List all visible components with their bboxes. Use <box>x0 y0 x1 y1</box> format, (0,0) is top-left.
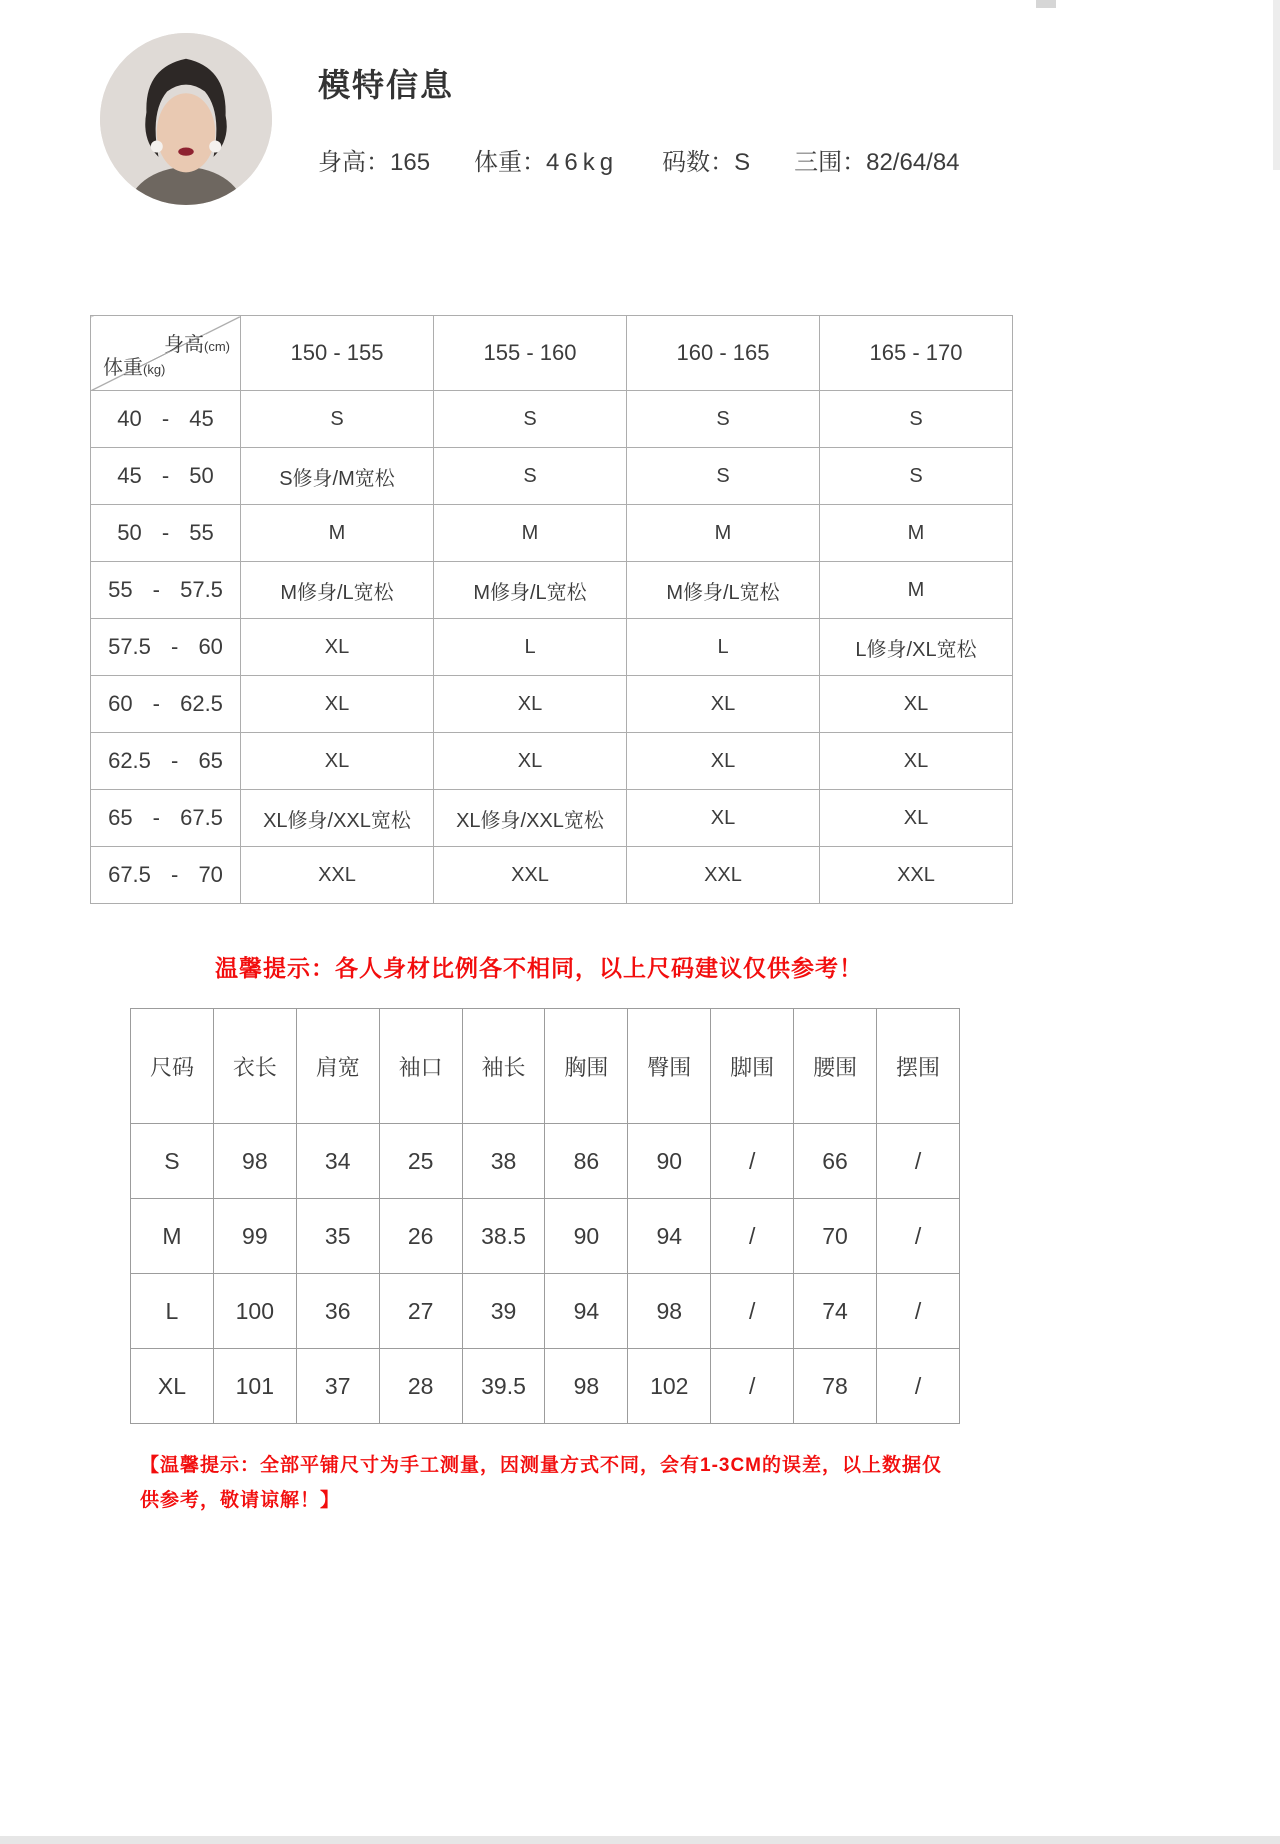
measurement-cell: 100 <box>213 1274 296 1349</box>
measurement-cell: 34 <box>296 1124 379 1199</box>
measurement-cell: 39.5 <box>462 1349 545 1424</box>
measurement-cell: 102 <box>628 1349 711 1424</box>
measurement-cell: 66 <box>794 1124 877 1199</box>
size-cell: S <box>627 391 820 448</box>
measurement-row <box>131 1199 960 1274</box>
measurement-header-cell: 摆围 <box>877 1009 960 1124</box>
size-cell: XL <box>820 790 1013 847</box>
page-edge-tab <box>1036 0 1056 8</box>
measurement-cell: 38.5 <box>462 1199 545 1274</box>
measurement-cell: 78 <box>794 1349 877 1424</box>
measurement-header-cell: 脚围 <box>711 1009 794 1124</box>
measurement-cell: 36 <box>296 1274 379 1349</box>
size-cell: XXL <box>241 847 434 904</box>
size-matrix-row <box>91 505 1013 562</box>
size-cell: XXL <box>820 847 1013 904</box>
measurement-cell: 27 <box>379 1274 462 1349</box>
size-cell: M <box>820 562 1013 619</box>
measurement-cell: 86 <box>545 1124 628 1199</box>
measurement-header-row <box>131 1009 960 1124</box>
measurement-cell: 25 <box>379 1124 462 1199</box>
measurement-header-cell: 臀围 <box>628 1009 711 1124</box>
size-cell: XL <box>241 619 434 676</box>
size-cell: M修身/L宽松 <box>627 562 820 619</box>
measurement-cell: 90 <box>545 1199 628 1274</box>
stat-weight: 体重：46kg <box>474 149 619 176</box>
size-cell: S <box>820 391 1013 448</box>
measurement-cell: 74 <box>794 1274 877 1349</box>
measurement-cell: L <box>131 1274 214 1349</box>
model-stats-row <box>318 142 960 177</box>
measurement-cell: 98 <box>545 1349 628 1424</box>
size-cell: XXL <box>627 847 820 904</box>
size-cell: S <box>627 448 820 505</box>
size-matrix-row <box>91 391 1013 448</box>
measurement-cell: 94 <box>628 1199 711 1274</box>
measurement-cell: 90 <box>628 1124 711 1199</box>
size-cell: M <box>820 505 1013 562</box>
measurement-cell: 38 <box>462 1124 545 1199</box>
size-cell: XL <box>627 790 820 847</box>
size-advice-notice: 温馨提示：各人身材比例各不相同，以上尺码建议仅供参考！ <box>215 955 863 981</box>
measurement-row <box>131 1124 960 1199</box>
measurement-cell: 37 <box>296 1349 379 1424</box>
measurement-header-cell: 肩宽 <box>296 1009 379 1124</box>
measurement-cell: / <box>877 1124 960 1199</box>
measurement-header-cell: 尺码 <box>131 1009 214 1124</box>
measurement-cell: 35 <box>296 1199 379 1274</box>
size-cell: XXL <box>434 847 627 904</box>
size-cell: XL <box>627 676 820 733</box>
measurement-header-cell: 腰围 <box>794 1009 877 1124</box>
weight-range-cell: 50 - 55 <box>91 505 241 562</box>
height-column-header: 160 - 165 <box>627 316 820 391</box>
size-cell: XL <box>820 676 1013 733</box>
size-cell: S <box>820 448 1013 505</box>
measurement-cell: 98 <box>213 1124 296 1199</box>
size-cell: XL <box>434 733 627 790</box>
weight-range-cell: 65 - 67.5 <box>91 790 241 847</box>
measurement-table <box>130 1008 960 1424</box>
size-cell: L <box>434 619 627 676</box>
size-cell: XL修身/XXL宽松 <box>241 790 434 847</box>
measurement-cell: / <box>711 1274 794 1349</box>
height-column-header: 155 - 160 <box>434 316 627 391</box>
height-column-header: 150 - 155 <box>241 316 434 391</box>
measurement-cell: / <box>877 1274 960 1349</box>
size-matrix-row <box>91 619 1013 676</box>
corner-height-label: 身高(cm) <box>164 334 230 356</box>
size-cell: M <box>627 505 820 562</box>
size-cell: XL <box>241 733 434 790</box>
size-cell: S <box>434 448 627 505</box>
size-cell: M <box>241 505 434 562</box>
measurement-cell: 101 <box>213 1349 296 1424</box>
size-cell: S <box>434 391 627 448</box>
measurement-cell: 70 <box>794 1199 877 1274</box>
measurement-cell: / <box>711 1349 794 1424</box>
measurement-header-cell: 胸围 <box>545 1009 628 1124</box>
size-cell: XL <box>820 733 1013 790</box>
measurement-header-cell: 袖口 <box>379 1009 462 1124</box>
page-edge-right <box>1273 0 1280 170</box>
measurement-cell: 99 <box>213 1199 296 1274</box>
measurement-cell: M <box>131 1199 214 1274</box>
size-cell: L <box>627 619 820 676</box>
size-matrix-row <box>91 790 1013 847</box>
size-cell: XL修身/XXL宽松 <box>434 790 627 847</box>
size-cell: S修身/M宽松 <box>241 448 434 505</box>
measurement-cell: 26 <box>379 1199 462 1274</box>
model-info-title: 模特信息 <box>318 67 455 103</box>
stat-measurements: 三围：82/64/84 <box>794 149 960 176</box>
weight-range-cell: 55 - 57.5 <box>91 562 241 619</box>
size-cell: M修身/L宽松 <box>241 562 434 619</box>
measurement-header-cell: 袖长 <box>462 1009 545 1124</box>
size-cell: XL <box>241 676 434 733</box>
size-matrix-row <box>91 847 1013 904</box>
measurement-cell: / <box>711 1124 794 1199</box>
size-cell: M修身/L宽松 <box>434 562 627 619</box>
model-photo-placeholder <box>100 33 272 205</box>
size-cell: L修身/XL宽松 <box>820 619 1013 676</box>
measurement-disclaimer: 【温馨提示：全部平铺尺寸为手工测量，因测量方式不同，会有1-3CM的误差，以上数据仅供参考，敬请谅解！】 <box>140 1455 943 1511</box>
height-column-header: 165 - 170 <box>820 316 1013 391</box>
measurement-row <box>131 1349 960 1424</box>
model-avatar <box>100 33 272 205</box>
page-edge-bottom <box>0 1836 1280 1844</box>
size-matrix-row <box>91 562 1013 619</box>
weight-range-cell: 60 - 62.5 <box>91 676 241 733</box>
measurement-row <box>131 1274 960 1349</box>
measurement-cell: S <box>131 1124 214 1199</box>
size-cell: S <box>241 391 434 448</box>
size-cell: XL <box>627 733 820 790</box>
weight-range-cell: 67.5 - 70 <box>91 847 241 904</box>
corner-weight-label: 体重(kg) <box>103 357 166 379</box>
measurement-cell: 39 <box>462 1274 545 1349</box>
stat-height: 身高：165 <box>318 149 431 176</box>
measurement-cell: 94 <box>545 1274 628 1349</box>
measurement-cell: 28 <box>379 1349 462 1424</box>
weight-range-cell: 40 - 45 <box>91 391 241 448</box>
height-weight-corner-cell <box>91 316 241 391</box>
weight-range-cell: 62.5 - 65 <box>91 733 241 790</box>
size-cell: M <box>434 505 627 562</box>
weight-range-cell: 57.5 - 60 <box>91 619 241 676</box>
measurement-cell: / <box>877 1349 960 1424</box>
size-recommendation-table <box>90 315 1013 904</box>
measurement-cell: 98 <box>628 1274 711 1349</box>
size-matrix-row <box>91 676 1013 733</box>
measurement-cell: / <box>877 1199 960 1274</box>
size-cell: XL <box>434 676 627 733</box>
measurement-header-cell: 衣长 <box>213 1009 296 1124</box>
size-matrix-row <box>91 733 1013 790</box>
size-matrix-row <box>91 448 1013 505</box>
stat-size: 码数：S <box>662 149 751 176</box>
measurement-cell: XL <box>131 1349 214 1424</box>
measurement-cell: / <box>711 1199 794 1274</box>
weight-range-cell: 45 - 50 <box>91 448 241 505</box>
